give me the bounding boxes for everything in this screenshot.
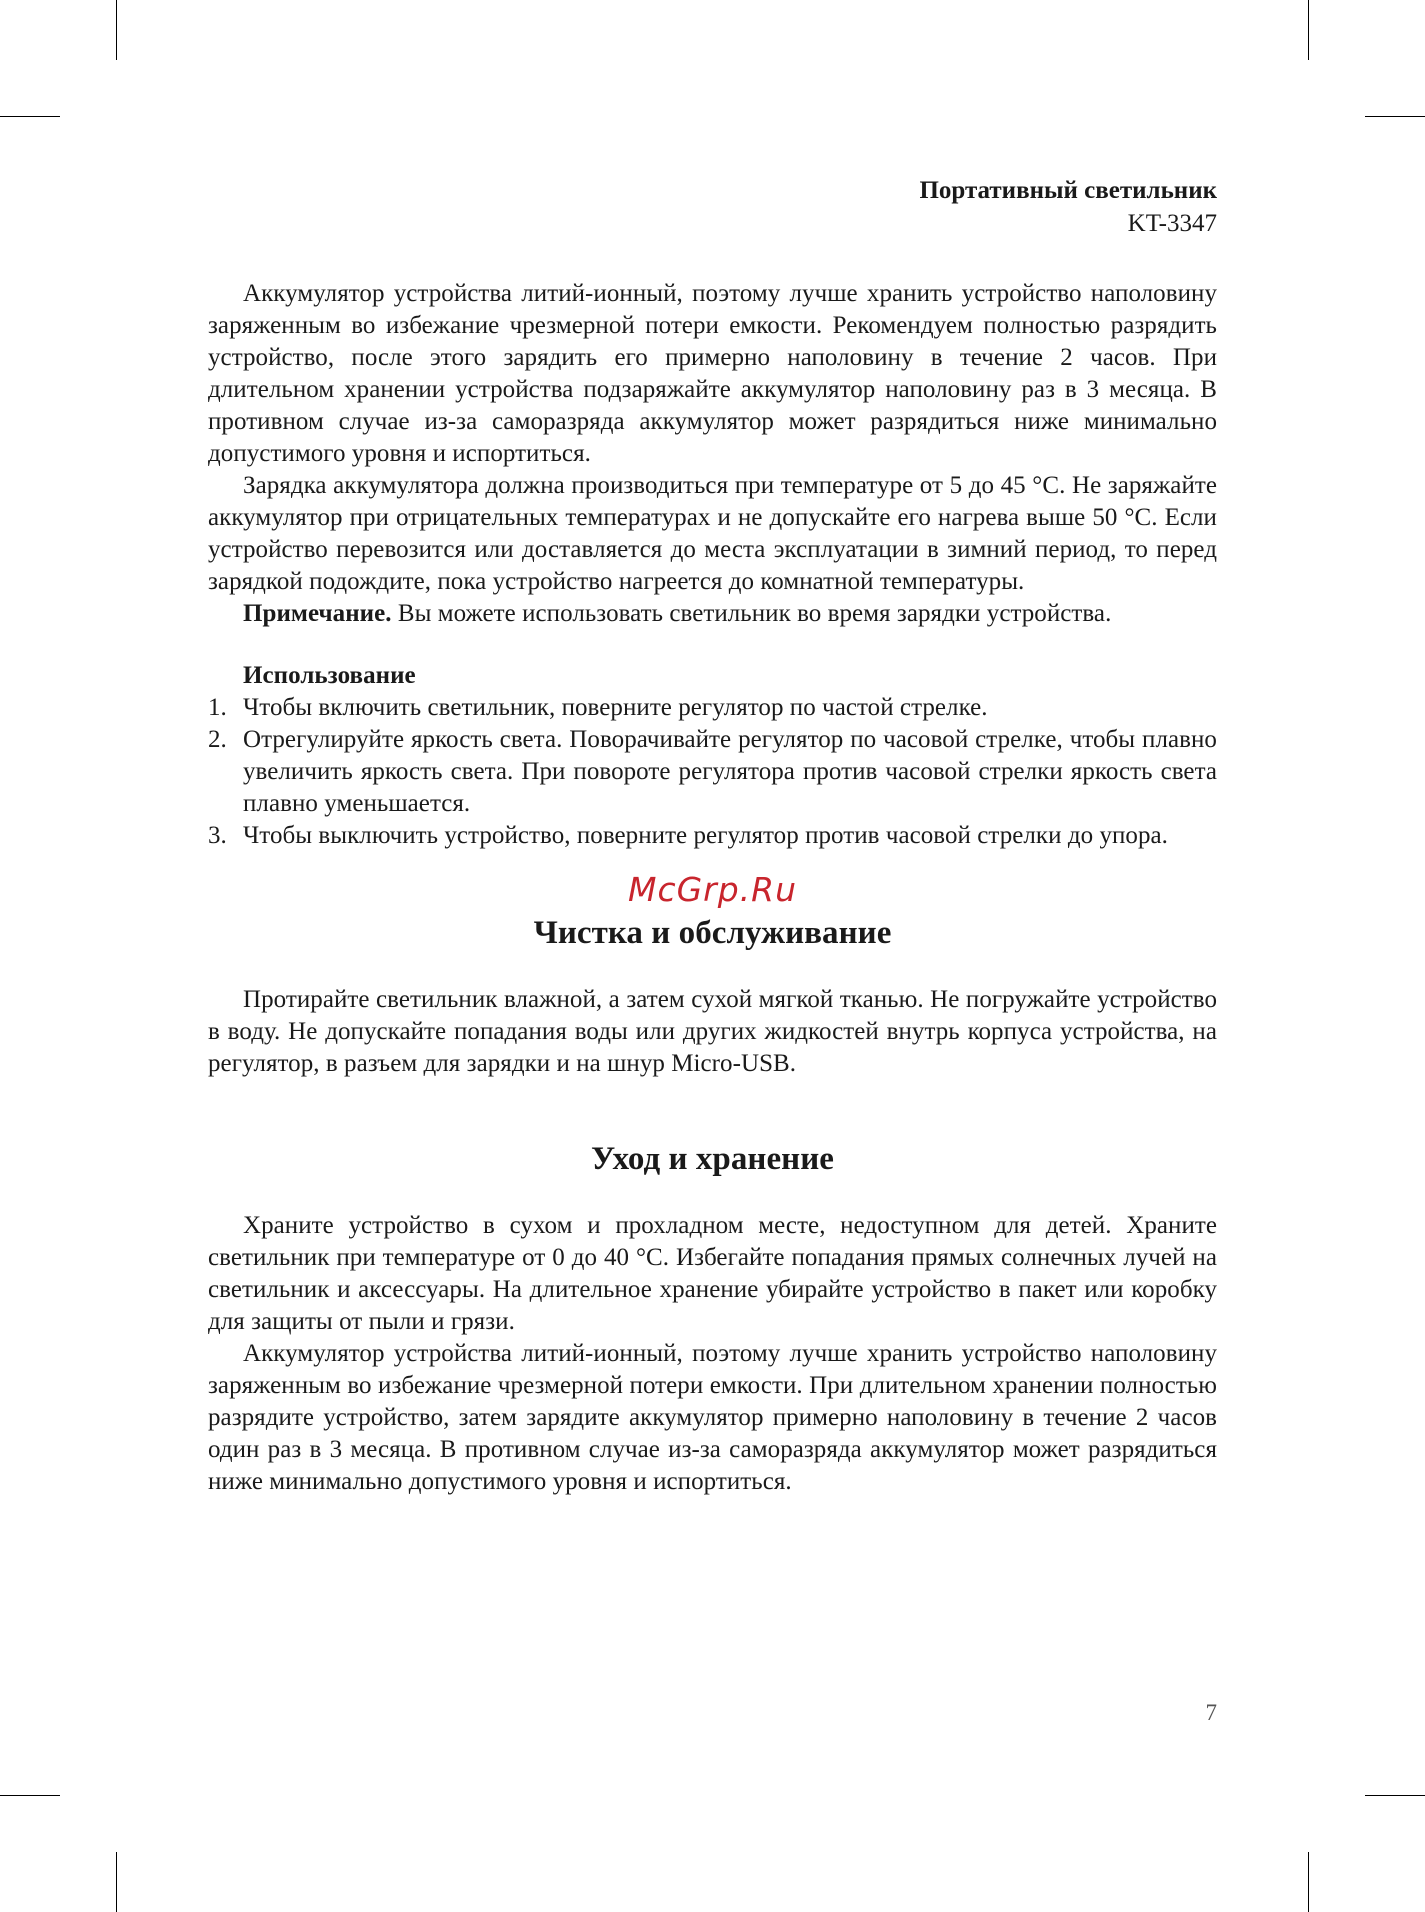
step-text: Чтобы включить светильник, поверните регулятор по частой стрелке. [243,694,988,721]
cleaning-title: Чистка и обслуживание [533,915,892,951]
crop-mark-left-top [0,116,60,117]
step-text: Чтобы выключить устройство, поверните регулятор против часовой стрелки до упора. [243,822,1168,849]
step-number: 3. [208,822,227,849]
crop-mark-left-bottom [0,1795,60,1796]
note-label: Примечание. [243,600,392,627]
storage-section [208,1210,1217,1498]
note-paragraph [208,598,1217,630]
list-item [208,692,1217,724]
usage-steps-list [208,692,1217,852]
crop-mark-right-top [1365,116,1425,117]
storage-paragraph-conditions: Храните устройство в сухом и прохладном месте, недоступном для детей. Храните светильник при температуре от 0 до 40 °С. Избегайте попадания прямых солнечных лучей на светильник и аксессуары. На длительное хранение убирайте устройство в пакет или коробку для защиты от пыли и грязи. [208,1212,1217,1335]
product-model: KT-3347 [1127,210,1217,237]
intro-section [208,278,1217,1498]
running-header [208,174,1217,240]
list-item [208,820,1217,852]
storage-paragraph-battery: Аккумулятор устройства литий-ионный, поэтому лучше хранить устройство наполовину заряженным во избежание чрезмерной потери емкости. При длительном хранении полностью разрядите устройство, затем зарядите аккумулятор примерно наполовину в течение 2 часов один раз в 3 месяца. В противном случае из-за саморазряда аккумулятор может разрядиться ниже минимально допустимого уровня и испортиться. [208,1340,1217,1495]
page-number: 7 [1205,1700,1217,1725]
intro-paragraph-charging: Зарядка аккумулятора должна производиться при температуре от 5 до 45 °С. Не заряжайте аккумулятор при отрицательных температурах и не допускайте его нагрева выше 50 °С. Если устройство перевозится или доставляется до места эксплуатации в зимний период, то перед зарядкой подождите, пока устройство нагреется до комнатной температуры. [208,472,1217,595]
crop-mark-top-right [1308,0,1309,60]
intro-paragraph-battery: Аккумулятор устройства литий-ионный, поэтому лучше хранить устройство наполовину заряженным во избежание чрезмерной потери емкости. Рекомендуем полностью разрядить устройство, после этого зарядить его примерно наполовину в течение 2 часов. При длительном хранении устройства подзаряжайте аккумулятор наполовину раз в 3 месяца. В противном случае из-за саморазряда аккумулятор может разрядиться ниже минимально допустимого уровня и испортиться. [208,280,1217,467]
note-text: Вы можете использовать светильник во время зарядки устройства. [391,600,1112,627]
step-number: 1. [208,694,227,721]
step-text: Отрегулируйте яркость света. Поворачивайте регулятор по часовой стрелке, чтобы плавно увеличить яркость света. При повороте регулятора против часовой стрелки яркость света плавно уменьшается. [243,726,1217,817]
crop-mark-bottom-left [116,1852,117,1912]
watermark: McGrp.Ru [627,870,798,909]
step-number: 2. [208,726,227,753]
crop-mark-right-bottom [1365,1795,1425,1796]
storage-title: Уход и хранение [591,1141,834,1177]
crop-mark-top-left [116,0,117,60]
usage-heading: Использование [243,662,416,689]
product-title: Портативный светильник [919,177,1217,204]
cleaning-section [208,984,1217,1080]
crop-mark-bottom-right [1308,1852,1309,1912]
cleaning-paragraph: Протирайте светильник влажной, а затем сухой мягкой тканью. Не погружайте устройство в воду. Не допускайте попадания воды или других жидкостей внутрь корпуса устройства, на регулятор, в разъем для зарядки и на шнур Micro-USB. [208,986,1217,1077]
document-page [208,174,1217,1498]
list-item [208,724,1217,820]
